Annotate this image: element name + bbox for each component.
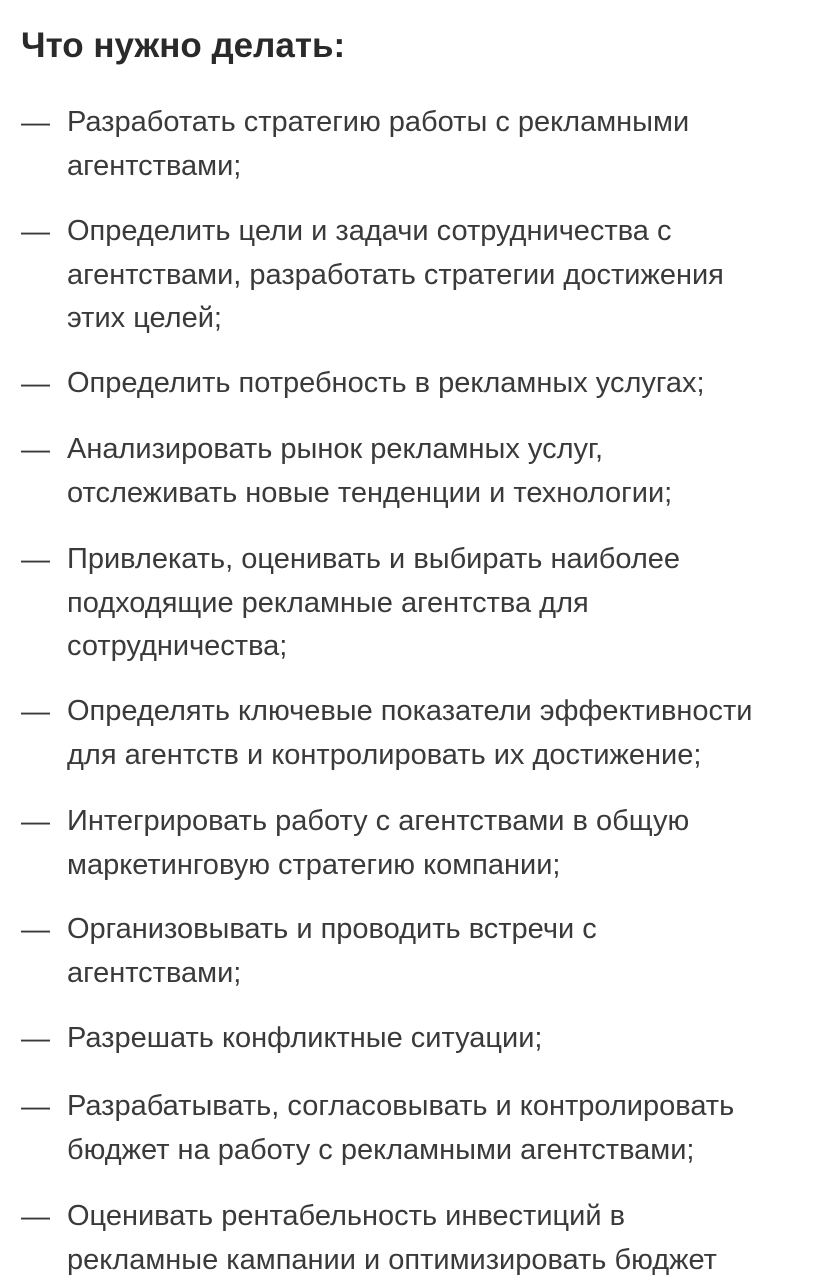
bullet-dash: —: [21, 544, 50, 576]
text-line: бюджет на работу с рекламными агентствами;: [67, 1133, 695, 1166]
list-item-text: [67, 1085, 832, 1172]
text-line: рекламные кампании и оптимизировать бюджет: [67, 1243, 717, 1276]
bullet-dash: —: [21, 216, 50, 248]
text-line: маркетинговую стратегию компании;: [67, 848, 561, 881]
bullet-dash: —: [21, 806, 50, 838]
text-line: для агентств и контролировать их достижение;: [67, 738, 702, 771]
text-line: Разрешать конфликтные ситуации;: [67, 1022, 543, 1054]
list-item-text: [67, 362, 832, 406]
text-line: Организовывать и проводить встречи с: [67, 913, 597, 945]
text-line: Разрабатывать, согласовывать и контролировать: [67, 1090, 735, 1122]
bullet-dash: —: [21, 914, 50, 946]
bullet-dash: —: [21, 696, 50, 728]
bullet-dash: —: [21, 1201, 50, 1233]
text-line: отслеживать новые тенденции и технологии;: [67, 476, 673, 509]
bullet-dash: —: [21, 434, 50, 466]
list-item-text: [67, 210, 832, 341]
bullet-dash: —: [21, 1091, 50, 1123]
text-line: агентствами, разработать стратегии достижения: [67, 258, 724, 291]
text-line: агентствами;: [67, 956, 242, 989]
text-line: этих целей;: [67, 302, 222, 334]
text-line: сотрудничества;: [67, 630, 288, 662]
list-item-text: [67, 908, 832, 995]
list-item-text: [67, 101, 832, 188]
text-line: Интегрировать работу с агентствами в общую: [67, 805, 690, 837]
text-line: Анализировать рынок рекламных услуг,: [67, 433, 604, 465]
text-line: Определить потребность в рекламных услугах;: [67, 367, 705, 399]
list-item-text: [67, 1017, 832, 1061]
list-item-text: [67, 428, 832, 515]
section-heading: Что нужно делать:: [21, 26, 346, 65]
text-line: агентствами;: [67, 149, 242, 182]
text-line: Привлекать, оценивать и выбирать наиболее: [67, 543, 681, 575]
text-line: Оценивать рентабельность инвестиций в: [67, 1200, 626, 1232]
list-item-text: [67, 690, 832, 777]
list-item-text: [67, 1195, 832, 1280]
text-line: подходящие рекламные агентства для: [67, 586, 589, 619]
text-line: Определять ключевые показатели эффективности: [67, 695, 753, 727]
list-item-text: [67, 800, 832, 887]
bullet-dash: —: [21, 1023, 50, 1055]
text-line: Определить цели и задачи сотрудничества с: [67, 215, 672, 247]
text-line: Разработать стратегию работы с рекламными: [67, 106, 690, 138]
bullet-dash: —: [21, 368, 50, 400]
list-item-text: [67, 538, 832, 669]
bullet-dash: —: [21, 107, 50, 139]
